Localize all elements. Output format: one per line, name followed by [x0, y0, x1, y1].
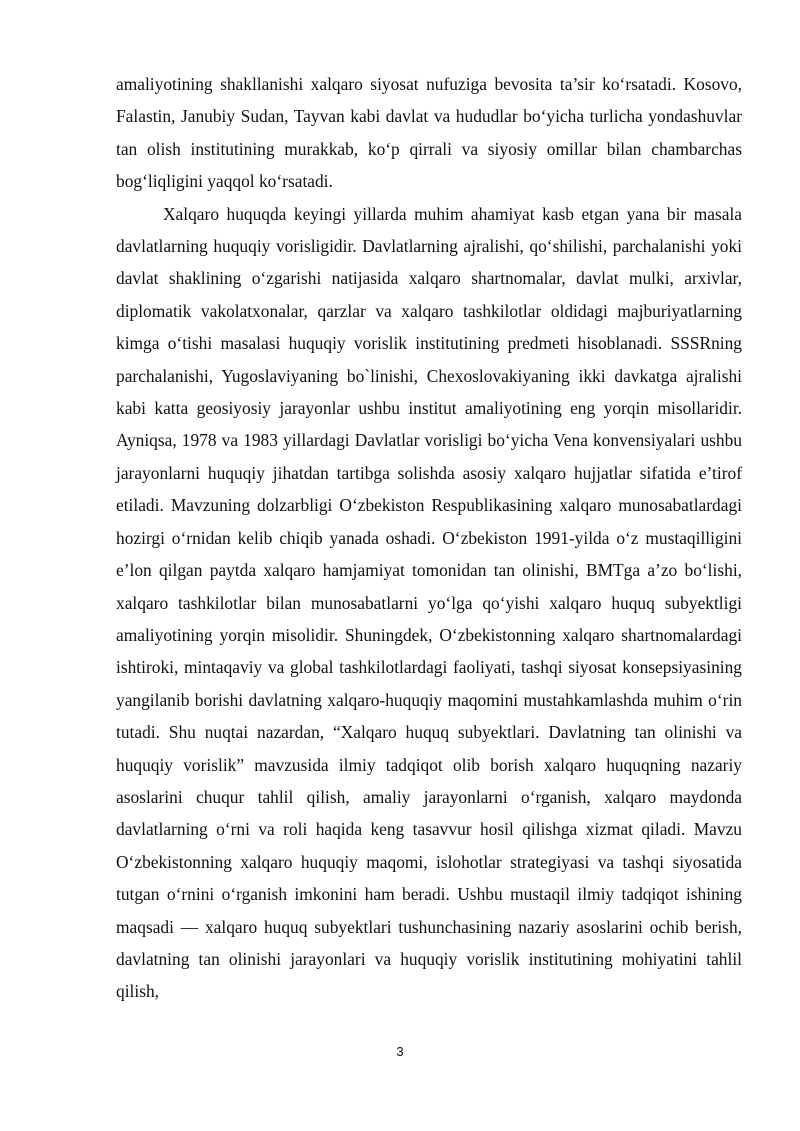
paragraph-succession: Xalqaro huquqda keyingi yillarda muhim ahamiyat kasb etgan yana bir masala davlatlarning huquqiy vorisligidir. Davlatlarning ajralishi, qo‘shilishi, parchalanishi yoki davlat shaklining o‘zgarishi natijasida xalqaro shartnomalar, davlat mulki, arxivlar, diplomatik vakolatxonalar, qarzlar va xalqaro tashkilotlar oldidagi majburiyatlarning kimga o‘tishi masalasi huquqiy vorislik institutining predmeti hisoblanadi. SSSRning parchalanishi, Yugoslaviyaning bo`linishi, Chexoslovakiyaning ikki davkatga ajralishi kabi katta geosiyosiy jarayonlar ushbu institut amaliyotining eng yorqin misollaridir. Ayniqsa, 1978 va 1983 yillardagi Davlatlar vorisligi bo‘yicha Vena konvensiyalari ushbu jarayonlarni huquqiy jihatdan tartibga solishda asosiy xalqaro hujjatlar sifatida e’tirof etiladi. Mavzuning dolzarbligi O‘zbekiston Respublikasining xalqaro munosabatlardagi hozirgi o‘rnidan kelib chiqib yanada oshadi. O‘zbekiston 1991-yilda o‘z mustaqilligini e’lon qilgan paytda xalqaro hamjamiyat tomonidan tan olinishi, BMTga a’zo bo‘lishi, xalqaro tashkilotlar bilan munosabatlarni yo‘lga qo‘yishi xalqaro huquq subyektligi amaliyotining yorqin misolidir. Shuningdek, O‘zbekistonning xalqaro shartnomalardagi ishtiroki, mintaqaviy va global tashkilotlardagi faoliyati, tashqi siyosat konsepsiyasining yangilanib borishi davlatning xalqaro-huquqiy maqomini mustahkamlashda muhim o‘rin tutadi. Shu nuqtai nazardan, “Xalqaro huquq subyektlari. Davlatning tan olinishi va huquqiy vorislik” mavzusida ilmiy tadqiqot olib borish xalqaro huquqning nazariy asoslarini chuqur tahlil qilish, amaliy jarayonlarni o‘rganish, xalqaro maydonda davlatlarning o‘rni va roli haqida keng tasavvur hosil qilishga xizmat qiladi. Mavzu O‘zbekistonning xalqaro huquqiy maqomi, islohotlar strategiyasi va tashqi siyosatida tutgan o‘rnini o‘rganish imkonini ham beradi. Ushbu mustaqil ilmiy tadqiqot ishining maqsadi — xalqaro huquq subyektlari tushunchasining nazariy asoslarini ochib berish, davlatning tan olinishi jarayonlari va huquqiy vorislik institutining mohiyatini tahlil qilish, [116, 203, 742, 1002]
document-body [116, 68, 742, 1008]
page-number: 3 [396, 1044, 404, 1059]
paragraph-continuation: amaliyotining shakllanishi xalqaro siyosat nufuziga bevosita ta’sir ko‘rsatadi. Kosovo, Falastin, Janubiy Sudan, Tayvan kabi davlat va hududlar bo‘yicha turlicha yondashuvlar tan olish institutining murakkab, ko‘p qirrali va siyosiy omillar bilan chambarchas bog‘liqligini yaqqol ko‘rsatadi. [116, 74, 742, 192]
